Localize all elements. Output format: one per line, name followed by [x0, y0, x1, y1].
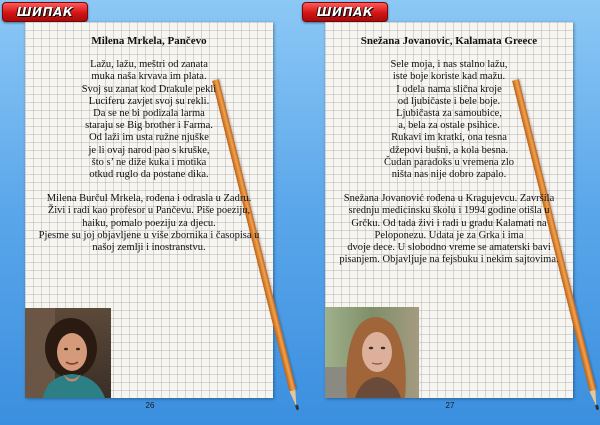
- poem-line: Od laži im usta ružne njuške: [89, 132, 209, 144]
- shipak-logo: [2, 2, 88, 22]
- bio-line: Grčku. Od tada živi i radi u gradu Kalamati na: [351, 217, 547, 229]
- bio-line: Peloponezu. Udata je za Grka i ima: [374, 229, 524, 241]
- poem-section: [25, 35, 273, 254]
- poem-line: je li ovaj narod pao s kruške,: [88, 144, 210, 156]
- poem-line: otkud ruglo da postane dika.: [89, 169, 209, 181]
- poem-line: Čudan paradoks u vremena zlo: [383, 156, 515, 168]
- shipak-logo: [302, 2, 388, 22]
- poem-line: muka naša krvava im plata.: [91, 71, 207, 83]
- page-number: 26: [145, 401, 155, 410]
- bio-line: Pjesme su joj objavljene u više zbornika i časopisa u: [38, 229, 260, 241]
- bio-line: Živi i radi kao profesor u Pančevu. Piše poeziju,: [47, 205, 251, 217]
- author-title: Snežana Jovanovic, Kalamata Greece: [360, 35, 538, 47]
- logo-text: ШИПАК: [316, 5, 374, 19]
- author-portrait-image: [25, 308, 111, 398]
- author-title: Milena Mrkela, Pančevo: [91, 35, 207, 47]
- poem-line: što s’ ne diže kuka i motika: [91, 156, 207, 168]
- bio-line: haiku, pomalo poeziju za djecu.: [82, 217, 216, 229]
- poem-line: džepovi bušni, a kola besna.: [389, 144, 509, 156]
- poem-line: ništa nas nije dobro zapalo.: [391, 169, 507, 181]
- poem-line: Da se ne bi podizala larma: [93, 108, 205, 120]
- bio-line: Snežana Jovanović rođena u Kragujevcu. Završila: [343, 193, 555, 205]
- author-portrait-image: [325, 307, 419, 398]
- poem-line: Svoj su zanat kod Drakule pekli: [81, 83, 217, 95]
- logo-text: ШИПАК: [16, 5, 74, 19]
- poem-line: Ljubičasta za samoubice,: [396, 108, 502, 120]
- poem-line: Sele moja, i nas stalno lažu,: [390, 59, 508, 71]
- bio-line: srednju medicinsku školu i 1994 godine otišla u: [348, 205, 550, 217]
- bio-line: našoj zemlji i inostranstvu.: [92, 242, 206, 254]
- poem-line: Luciferu zavjet svoj su rekli.: [88, 95, 210, 107]
- poem-line: staraju se Big brother i Farma.: [85, 120, 213, 132]
- poem-line: Lažu, lažu, meštri od zanata: [90, 59, 208, 71]
- poem-line: Rukavi im kratki, ona tesna: [391, 132, 507, 144]
- bio-line: dvoje dece. U slobodno vreme se amaterski bavi: [347, 242, 551, 254]
- bio-line: Milena Burčul Mrkela, rođena i odrasla u Zadru.: [46, 193, 252, 205]
- author-photo: [325, 307, 419, 398]
- bio-line: pisanjem. Objavljuje na fejsbuku i nekim sajtovima.: [339, 254, 559, 266]
- poem-line: od ljubičaste i bele boje.: [397, 95, 501, 107]
- poem-section: [325, 35, 573, 266]
- poem-line: I odela nama slična kroje: [396, 83, 502, 95]
- page-number: 27: [445, 401, 455, 410]
- author-photo: [25, 308, 111, 398]
- poem-line: a, bela za ostale psihice.: [398, 120, 500, 132]
- poem-line: iste boje koriste kad mažu.: [392, 71, 506, 83]
